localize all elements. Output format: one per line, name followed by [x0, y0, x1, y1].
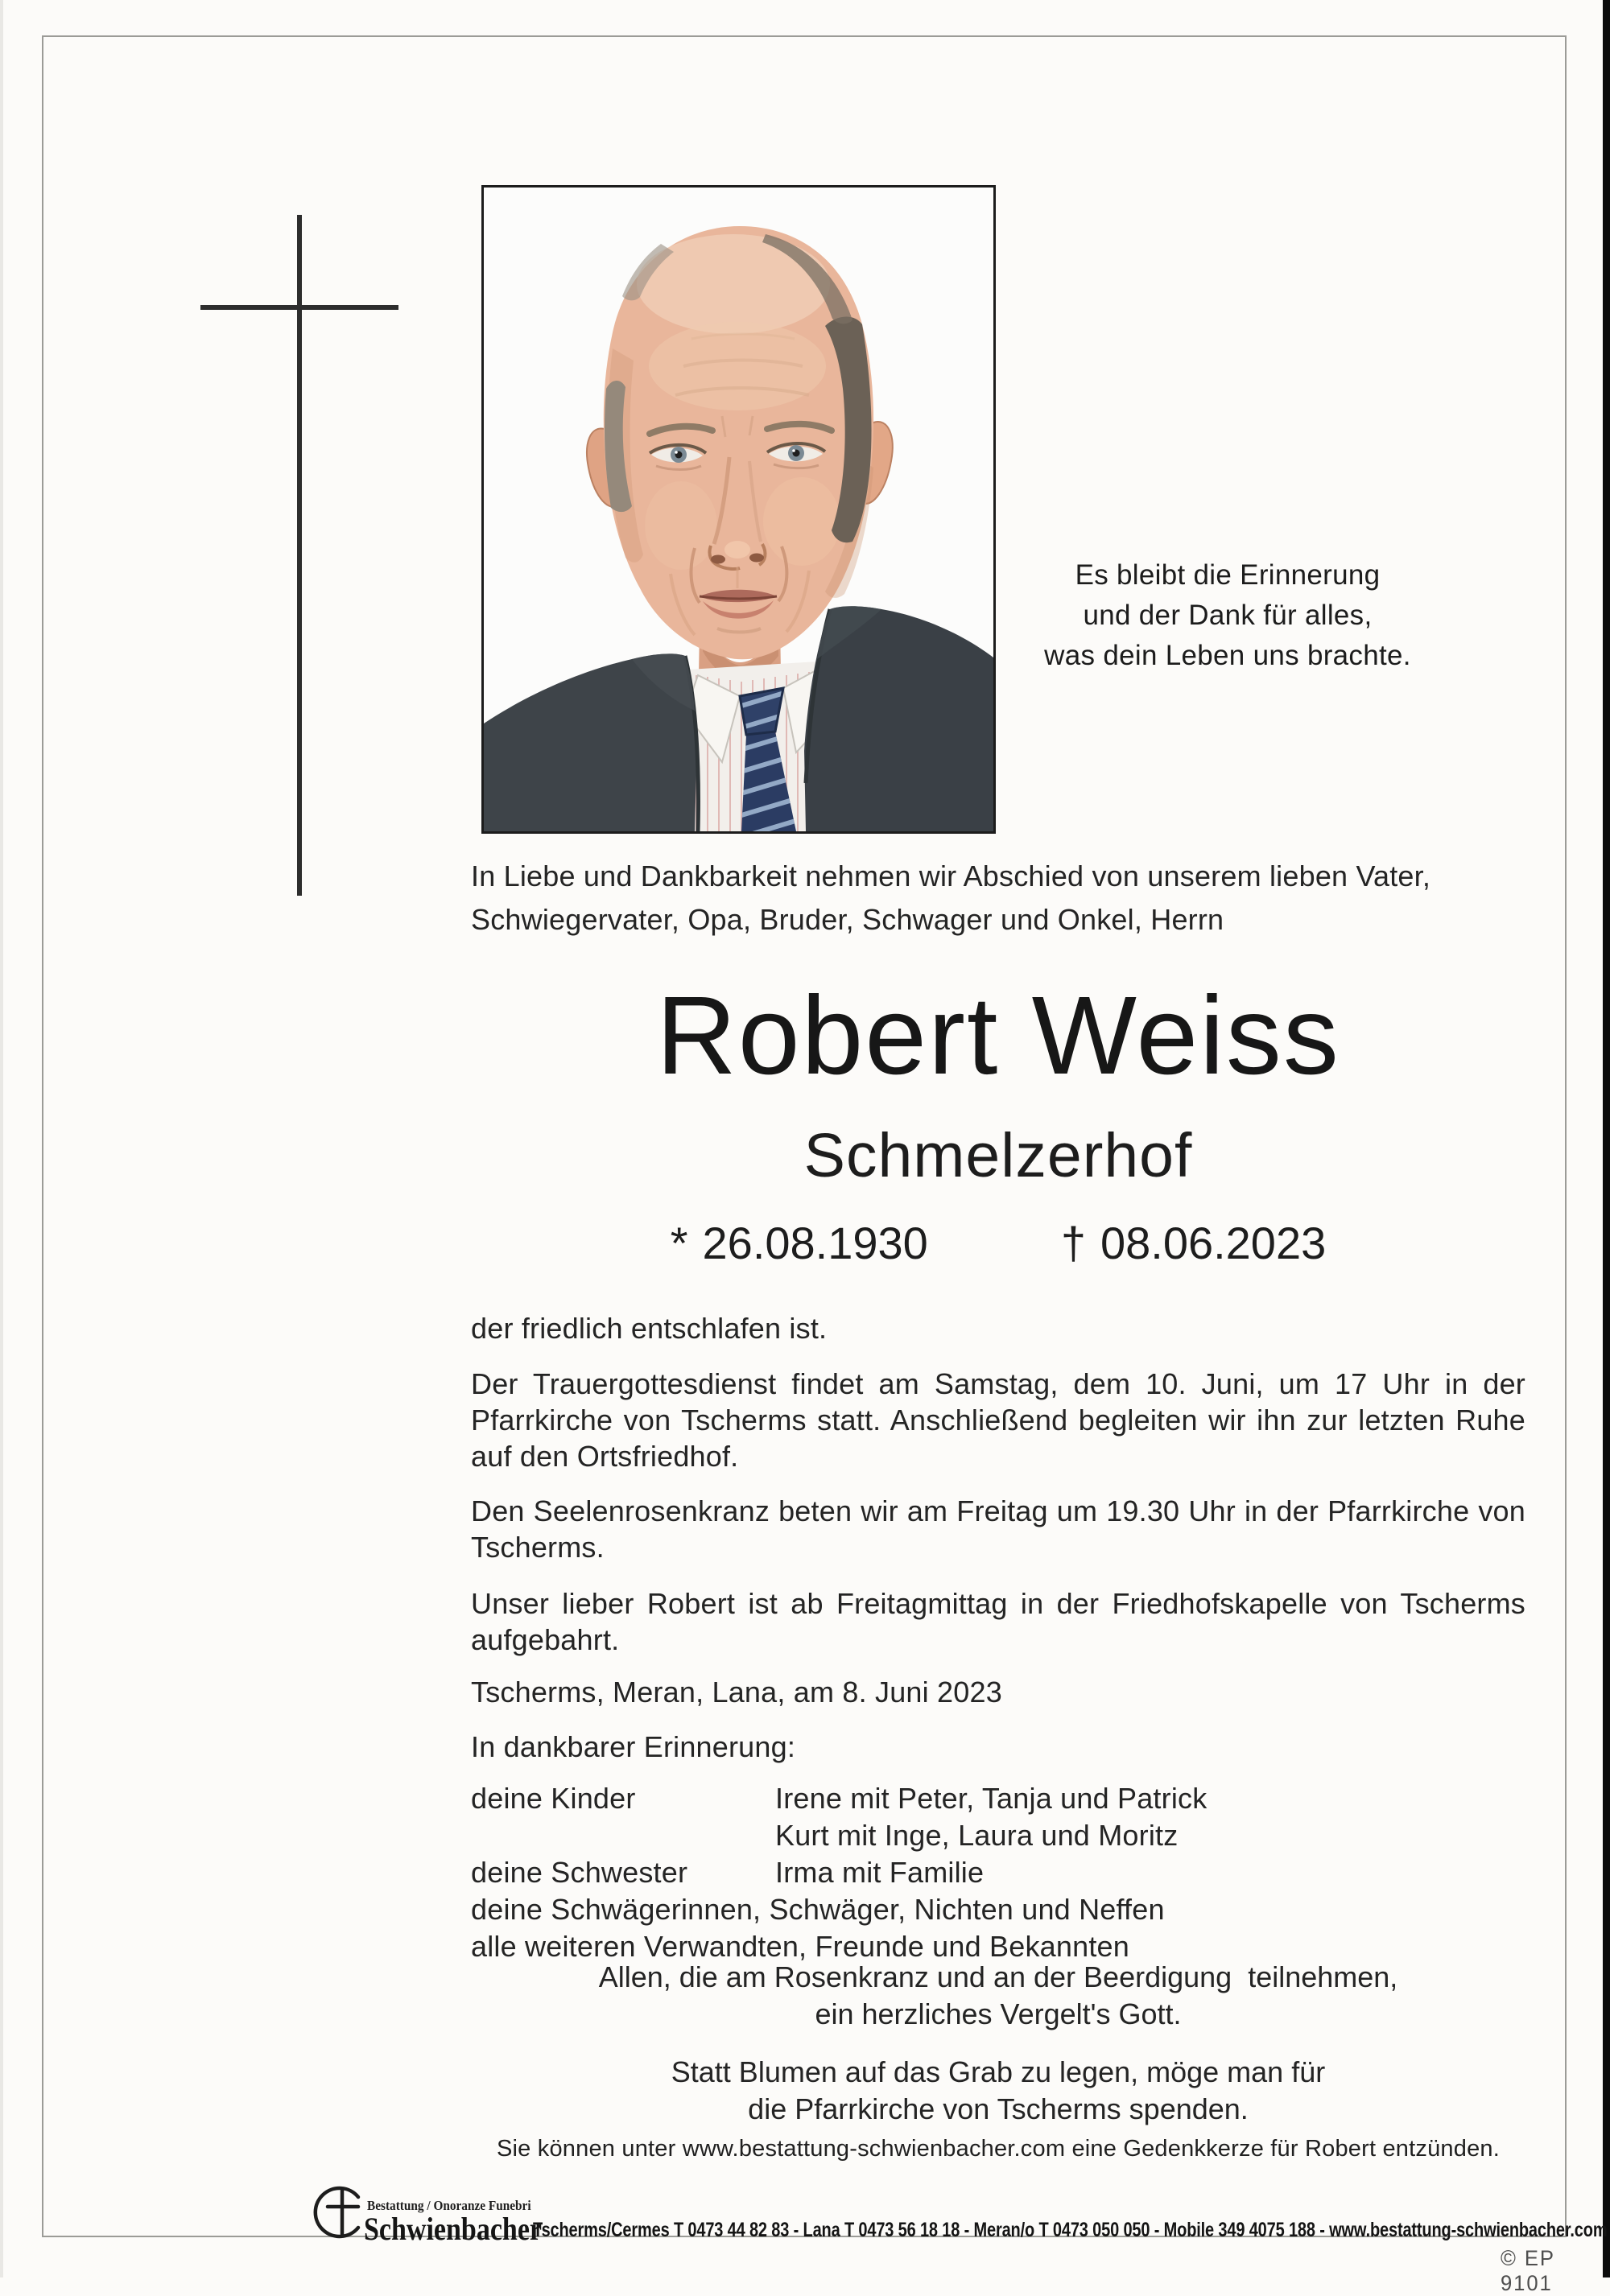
funeral-home-name: Schwienbacher: [364, 2211, 542, 2247]
memorial-cross-vertical: [297, 215, 302, 896]
flowers-line: Statt Blumen auf das Grab zu legen, möge man für: [671, 2055, 1326, 2088]
family-additional-line: deine Schwägerinnen, Schwäger, Nichten und Neffen: [471, 1893, 1165, 1926]
portrait-photo: [481, 185, 996, 834]
remembrance-heading: In dankbarer Erinnerung:: [471, 1730, 796, 1763]
flowers-line: die Pfarrkirche von Tscherms spenden.: [748, 2092, 1249, 2125]
paragraph-trauergottesdienst: Der Trauergottesdienst findet am Samstag, dem 10. Juni, um 17 Uhr in der Pfarrkirche von Tscherms statt. Anschließend begleiten wir ihn zur letzten Ruhe auf den Ortsfriedhof.: [471, 1367, 1525, 1473]
quote-line: was dein Leben uns brachte.: [1044, 640, 1411, 671]
flowers-block: [471, 2054, 1525, 2128]
paragraph-seelenrosenkranz: Den Seelenrosenkranz beten wir am Freitag um 19.30 Uhr in der Pfarrkirche von Tscherms.: [471, 1494, 1525, 1564]
family-relation-label: deine Kinder: [471, 1782, 636, 1815]
birth-date: 26.08.1930: [702, 1218, 928, 1268]
family-additional-line: alle weiteren Verwandten, Freunde und Bekannten: [471, 1930, 1129, 1963]
death-cross-icon: †: [1060, 1218, 1086, 1268]
scan-right-edge: [1603, 0, 1610, 2277]
family-names: Kurt mit Inge, Laura und Moritz: [775, 1819, 1179, 1852]
print-code: © EP 9101: [1501, 2246, 1555, 2295]
thanks-block: [471, 1959, 1525, 2033]
funeral-home-contact-line: Tscherms/Cermes T 0473 44 82 83 - Lana T 0473 56 18 18 - Meran/o T 0473 050 050 - Mobile 349 4075 188 - www.bestattung-schwienbacher.com: [533, 2219, 1608, 2241]
residence-name: Schmelzerhof: [803, 1121, 1193, 1190]
birth-date-group: [671, 1217, 928, 1269]
deceased-name: Robert Weiss: [656, 974, 1340, 1098]
scan-left-edge: [0, 0, 3, 2277]
family-row: [471, 1780, 1525, 1817]
memorial-cross-horizontal: [200, 305, 398, 310]
intro-paragraph: In Liebe und Dankbarkeit nehmen wir Abschied von unserem lieben Vater, Schwiegervater, Opa, Bruder, Schwager und Onkel, Herrn: [471, 859, 1431, 936]
quote-line: und der Dank für alles,: [1083, 600, 1373, 631]
quote-line: Es bleibt die Erinnerung: [1075, 559, 1381, 591]
quote-block: [1030, 555, 1425, 676]
portrait-illustration: [484, 188, 993, 831]
thanks-line: ein herzliches Vergelt's Gott.: [815, 1997, 1182, 2030]
family-relation-label: deine Schwester: [471, 1856, 688, 1889]
death-date-group: [1061, 1217, 1326, 1269]
funeral-home-tagline: Bestattung / Onoranze Funebri: [367, 2198, 531, 2213]
thanks-line: Allen, die am Rosenkranz und an der Beerdigung teilnehmen,: [598, 1960, 1398, 1993]
paragraph-aufbahrung: Unser lieber Robert ist ab Freitagmittag in der Friedhofskapelle von Tscherms aufgebahrt.: [471, 1587, 1525, 1656]
place-date-line: Tscherms, Meran, Lana, am 8. Juni 2023: [471, 1676, 1002, 1709]
birth-star-icon: *: [670, 1218, 688, 1268]
memorial-candle-note: Sie können unter www.bestattung-schwienbacher.com eine Gedenkkerze für Robert entzünden.: [497, 2136, 1500, 2162]
family-names: Irma mit Familie: [775, 1856, 985, 1889]
death-date: 08.06.2023: [1100, 1218, 1327, 1268]
paragraph-entschlafen: der friedlich entschlafen ist.: [471, 1312, 828, 1345]
family-row: [471, 1854, 1525, 1891]
family-relation-label: [471, 1817, 775, 1854]
family-list: [471, 1780, 1525, 1965]
family-row: [471, 1817, 1525, 1854]
family-names: Irene mit Peter, Tanja und Patrick: [775, 1782, 1208, 1815]
life-dates: [471, 1217, 1525, 1269]
